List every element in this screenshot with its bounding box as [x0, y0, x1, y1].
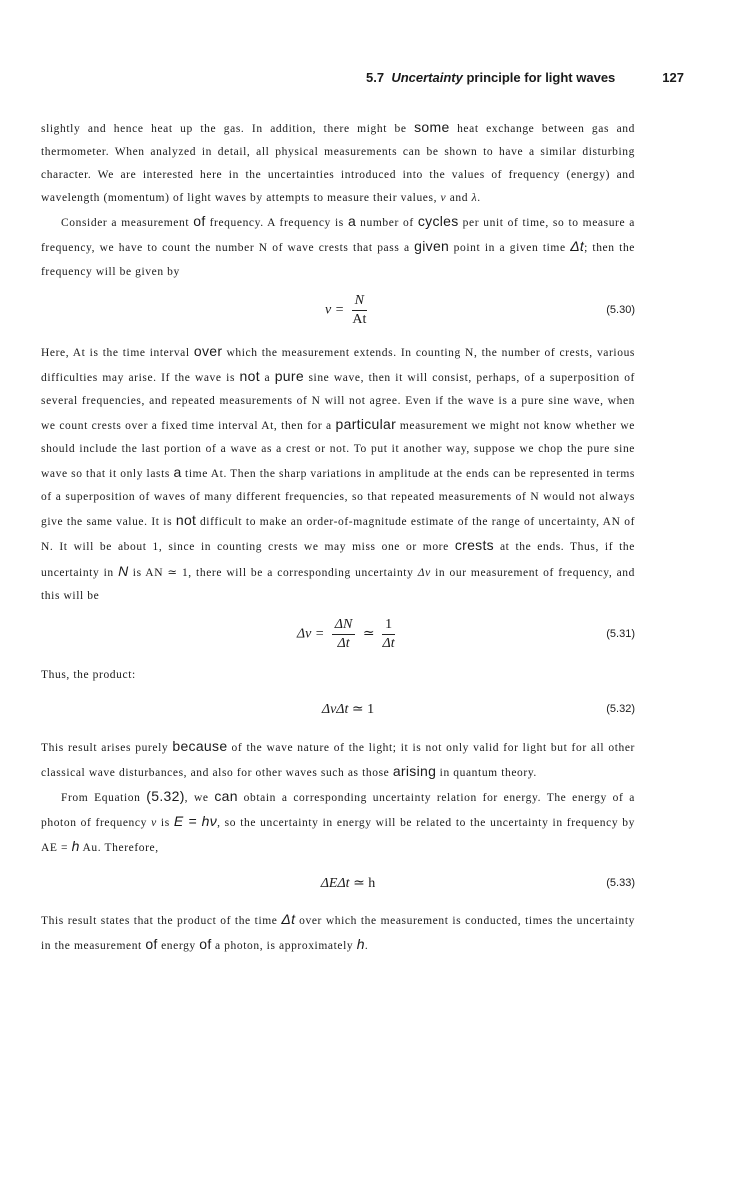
page-number: 127 [662, 70, 684, 85]
paragraph-5: This result arises purely because of the wave nature of the light; it is not only valid for light but for all other classical wave disturbances, and also for other waves such as those arising in quantum theory. [41, 737, 635, 779]
paragraph-2: Consider a measurement of frequency. A frequency is a number of cycles per unit of time, so to measure a frequency, we have to count the number N of wave crests that pass a given point in a given time Δt; then the frequency will be given by [41, 213, 635, 278]
body-text [41, 116, 635, 958]
equation-number: (5.32) [606, 703, 635, 716]
paragraph-7: This result states that the product of the time Δt over which the measurement is conducted, times the uncertainty in the measurement of energy of a photon, is approximately h. [41, 911, 635, 953]
paragraph-1: slightly and hence heat up the gas. In addition, there might be some heat exchange between gas and thermometer. When analyzed in detail, all physical measurements can be shown to have a similar disturbing character. We are interested here in the uncertainties introduced into the values of frequency (energy) and wavelength (momentum) of light waves by attempts to measure their values, ν and λ. [41, 119, 635, 205]
equation-5-32: ΔνΔt ≃ 1 (5.32) [41, 691, 635, 729]
equation-number: (5.30) [606, 304, 635, 317]
paragraph-4: Thus, the product: [41, 668, 136, 681]
equation-5-30: ν = $\frac{N}{At}$ (5.30) [324, 293, 635, 328]
paragraph-6: From Equation (5.32), we can obtain a corresponding uncertainty relation for energy. The energy of a photon of frequency ν is E = hν, so the uncertainty in energy will be related to the uncertainty in frequency by AE = h Au. Therefore, [41, 787, 635, 855]
equation-number: (5.31) [606, 628, 635, 641]
running-header [366, 70, 684, 85]
equation-5-31: Δν = $\frac{\Delta N}{\Delta t}$ ≃ $\frac{1}{\Delta t}$ (5.31) [296, 617, 635, 652]
equation-5-33: ΔEΔt ≃ h (5.33) [41, 864, 635, 902]
equation-number: (5.33) [606, 876, 635, 889]
section-title: 5.7 Uncertainty principle for light waves [366, 70, 616, 85]
paragraph-3: Here, At is the time interval over which the measurement extends. In counting N, the number of crests, various difficulties may arise. If the wave is not a pure sine wave, then it will consist, perhaps, of a superposition of several frequencies, and repeated measurements of N will not agree. Even if the wave is a pure sine wave, when we count crests over a fixed time interval At, then for a particular measurement we might not know whether we should include the last portion of a wave as a crest or not. To put it another way, suppose we chop the pure sine wave so that it only lasts a time At. Then the sharp variations in amplitude at the ends can be represented in terms of a superposition of waves of many different frequencies, so that repeated measurements of N would not always give the same value. It is not difficult to make an order-of-magnitude estimate of the range of uncertainty, AN of N. It will be about 1, since in counting crests we may miss one or more crests at the ends. Thus, if the uncertainty in N is AN ≃ 1, there will be a corresponding uncertainty Δν in our measurement of frequency, and this will be [41, 342, 635, 602]
